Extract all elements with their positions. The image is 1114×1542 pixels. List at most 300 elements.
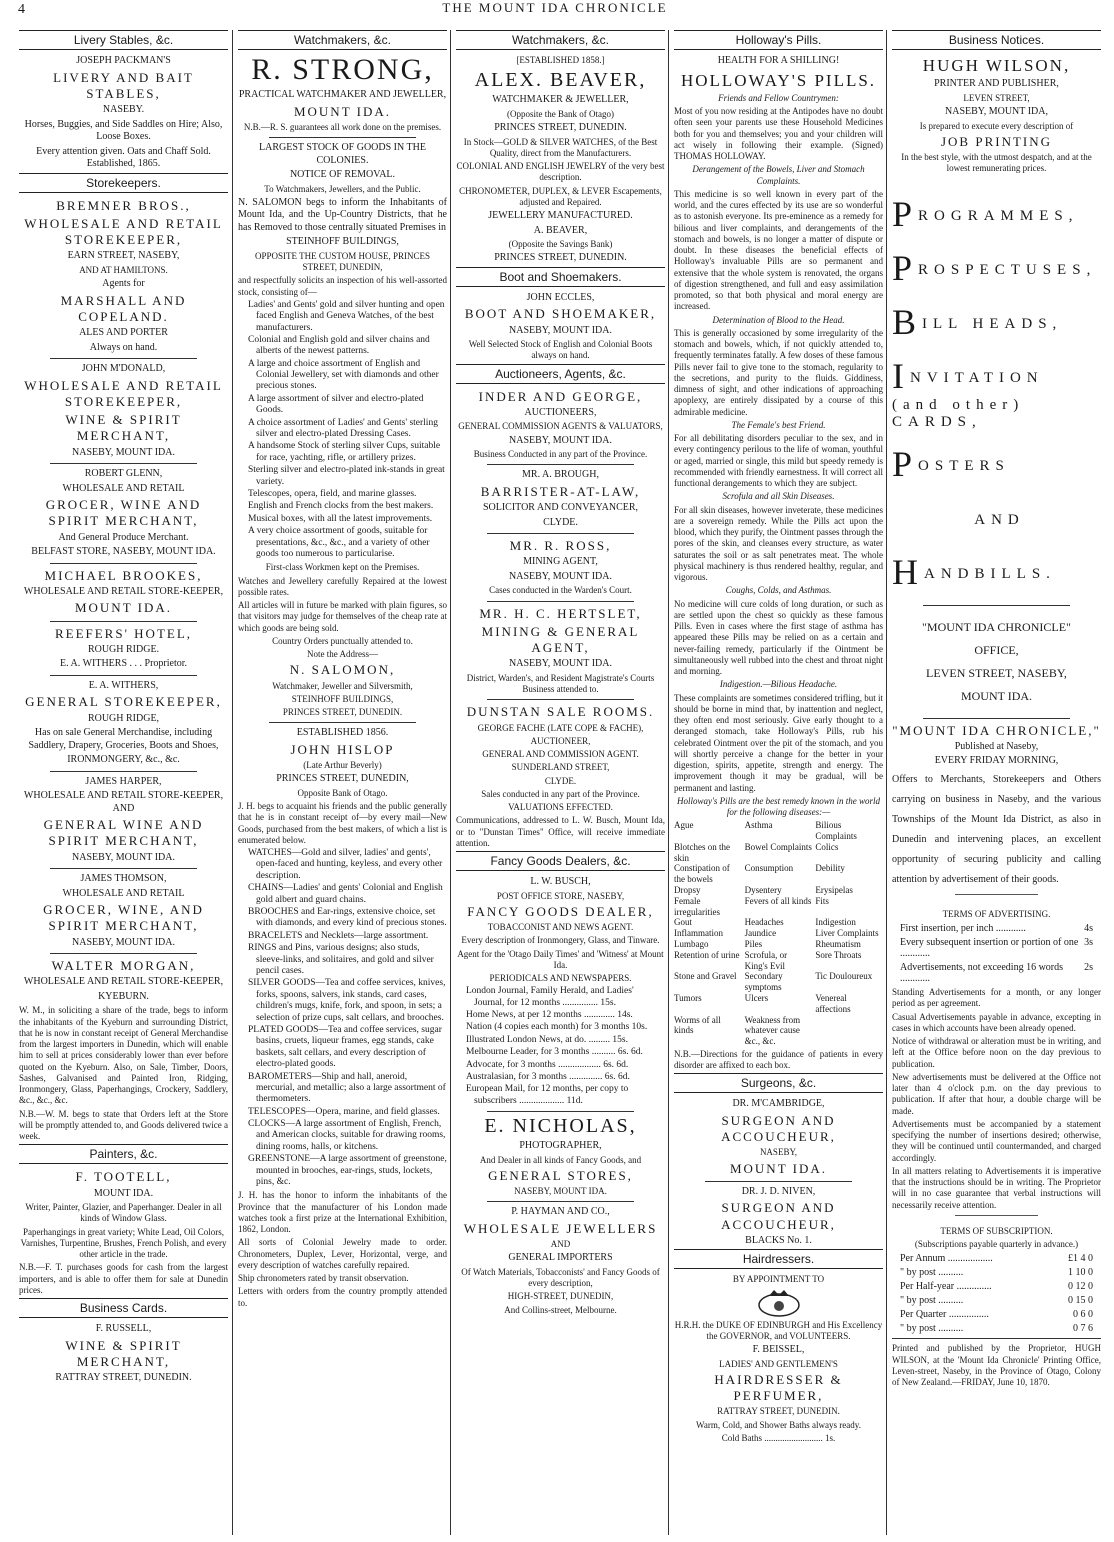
disease-item: Female irregularities (674, 895, 720, 917)
list-item: A large and choice assortment of English and Colonial Jewellery, set with diamonds and other precious stones. (248, 358, 439, 392)
disease-item: Bilious Complaints (815, 820, 857, 842)
advertising-note: Notice of withdrawal or alteration must be in writing, and left at the Office before noon on the day previous to publication. (892, 1036, 1101, 1069)
rate-row (900, 1323, 1093, 1334)
disease-item: Piles (744, 939, 763, 950)
service-line (892, 301, 1101, 343)
ad-line: Well Selected Stock of English and Colonial Boots always on hand. (468, 339, 653, 361)
ad-line: MARSHALL AND COPELAND. (60, 292, 187, 324)
disease-item: Retention of urine (674, 949, 740, 960)
ad-line: AUCTIONEER, (530, 735, 591, 746)
ad-line: NASEBY, MOUNT IDA. (509, 570, 612, 582)
ad-headline: FANCY GOODS DEALER, (467, 903, 654, 919)
divider (50, 868, 196, 869)
newspaper-columns (14, 30, 1104, 1535)
ad-line: OFFICE, (974, 642, 1019, 657)
ad-line: HIGH-STREET, DUNEDIN, (507, 1291, 614, 1302)
rate-row (900, 1281, 1093, 1292)
ad-line: LARGEST STOCK OF GOODS IN THE COLONIES. (259, 142, 426, 166)
ad-line: F. BEISSEL, (752, 1344, 805, 1356)
paragraph-body: For all skin diseases, however inveterate, these medicines are a sovereign remedy. While the Pills act upon the blood, which they purify, the Ointment passes through the pores of the skin, and cleanses every structure, as water saturates the soil or as salt penetrates meat. The whole physical machinery is thus rendered healthy, regular, and vigorous. (674, 504, 883, 582)
rate-value: 0 6 0 (1073, 1309, 1093, 1321)
service-initial: I (892, 355, 904, 396)
section-heading: Business Cards. (19, 1298, 228, 1318)
ad-line: BY APPOINTMENT TO (732, 1274, 825, 1285)
ad-line: PERIODICALS AND NEWSPAPERS. (489, 973, 632, 983)
ad-line: JOSEPH PACKMAN'S (76, 55, 171, 66)
disease-item: Indigestion (815, 917, 856, 928)
ad-line: Cases conducted in the Warden's Court. (489, 585, 632, 596)
divider (269, 137, 415, 138)
ad-line: WHOLESALE AND RETAIL STORE-KEEPER, (23, 585, 224, 597)
ad-line: WHOLESALE AND RETAIL STORE-KEEPER, AND (23, 790, 224, 814)
ad-line: WHOLESALE AND RETAIL STOREKEEPER, (24, 377, 223, 409)
stock-list (238, 300, 447, 561)
ad-line: JAMES HARPER, (85, 775, 162, 787)
ad-headline: MICHAEL BROOKES, (44, 567, 203, 583)
ad-line: NASEBY, (759, 1147, 798, 1158)
disease-item: Tumors (674, 993, 702, 1003)
running-title: THE MOUNT IDA CHRONICLE (442, 0, 668, 15)
service-line (892, 247, 1101, 289)
ad-line: CLYDE. (544, 775, 577, 786)
disease-item: Bowel Complaints (744, 841, 812, 852)
ad-line: Published at Naseby, (954, 740, 1039, 752)
divider (487, 601, 633, 602)
ad-headline: JOHN HISLOP (290, 741, 395, 757)
ad-line: GENERAL AND COMMISSION AGENT. (482, 749, 639, 759)
ad-line: PRINCES STREET, DUNEDIN. (494, 122, 627, 133)
ad-line: NASEBY. (102, 104, 145, 115)
ad-packman (19, 55, 228, 171)
ad-harper (19, 776, 228, 865)
terms-of-subscription: TERMS OF SUBSCRIPTION. (940, 1225, 1053, 1236)
list-item: GREENSTONE—A large assortment of greenstone, mounted in brooches, ear-rings, studs, lockets, pins, &c. (248, 1154, 447, 1188)
ad-line: CLYDE. (543, 516, 578, 528)
ad-office (892, 620, 1101, 704)
ad-line: JOHN ECCLES, (526, 291, 595, 303)
divider (955, 894, 1039, 895)
disease-item: Tic Douloureux (815, 971, 873, 982)
ad-line: NASEBY, MOUNT IDA. (509, 434, 612, 446)
disease-item: Erysipelas (815, 885, 853, 896)
ad-brough (456, 469, 665, 529)
advertising-note: In all matters relating to Advertisements it is imperative that the instructions should be in writing. The Proprietor will in no case guarantee that verbal instructions will necessarily receive attention. (892, 1165, 1101, 1210)
ad-line: MOUNT IDA. (74, 600, 173, 616)
ad-line: AND AT HAMILTONS. (79, 264, 168, 275)
ad-inder (456, 389, 665, 461)
ad-line: NASEBY, MOUNT IDA. (509, 658, 612, 670)
ad-bremner (19, 198, 228, 355)
ad-line: Cold Baths .......................... 1s. (721, 1432, 836, 1443)
list-item: A large assortment of silver and electro-plated Goods. (248, 393, 424, 416)
ad-withers (19, 680, 228, 767)
list-item: London Journal, Family Herald, and Ladies' Journal, for 12 months ............... 15s. (466, 986, 634, 1008)
disease-item: Gout (674, 917, 692, 928)
ad-busch (456, 876, 665, 1107)
ad-salomon (238, 142, 447, 718)
ad-line: NASEBY, MOUNT IDA. (72, 936, 175, 948)
ad-line: E. A. WITHERS, (88, 679, 159, 691)
ad-line: H.R.H. the DUKE OF EDINBURGH and His Excellency the GOVERNOR, and VOLUNTEERS. (674, 1319, 883, 1341)
section-heading: Holloway's Pills. (674, 30, 883, 50)
paragraph-title: Friends and Fellow Countrymen: (718, 92, 839, 103)
ad-line: JOB PRINTING (940, 133, 1053, 149)
ad-line: SUNDERLAND STREET, (511, 762, 610, 773)
list-item: Musical boxes, with all the latest improvements. (248, 513, 433, 524)
ad-line: Sales conducted in any part of the Province. (481, 788, 640, 799)
ad-line: Warm, Cold, and Shower Baths always ready. (696, 1419, 861, 1430)
ad-line: RATTRAY STREET, DUNEDIN. (55, 1372, 192, 1383)
advertising-notes (892, 987, 1101, 1211)
rate-value: 2s (1084, 962, 1093, 973)
ad-dunstan (456, 704, 665, 849)
service-initial: B (892, 301, 917, 342)
ad-line: WHOLESALE AND RETAIL STOREKEEPER, (24, 215, 223, 247)
list-item: Home News, at per 12 months ............. 14s. (466, 1010, 633, 1021)
disease-item: Fits (815, 895, 829, 906)
divider (50, 621, 196, 622)
column-5 (886, 30, 1105, 1535)
ad-line: KYEBURN. (98, 990, 149, 1002)
ad-line: LADIES' AND GENTLEMEN'S (719, 1358, 838, 1369)
service-rest: NVITATION (and other) CARDS, (892, 369, 1044, 430)
rate-value: 1 10 0 (1068, 1267, 1093, 1279)
divider (487, 699, 633, 700)
ad-line: NOTICE OF REMOVAL. (289, 169, 396, 180)
ad-line: To Watchmakers, Jewellers, and the Public. (264, 183, 421, 194)
ad-line: EVERY FRIDAY MORNING, (934, 755, 1059, 767)
rate-label: Per Half-year .............. (900, 1281, 992, 1293)
list-item: A choice assortment of Ladies' and Gents' sterling silver and electro-plated Dressing Cases. (248, 417, 438, 440)
ad-body: Letters with orders from the country promptly attended to. (238, 1286, 447, 1308)
service-line (892, 193, 1101, 235)
disease-item: Ulcers (744, 993, 769, 1003)
ad-line: NASEBY, MOUNT IDA. (72, 851, 175, 863)
ad-ross (456, 538, 665, 597)
ad-line: AUCTIONEERS, (524, 406, 597, 418)
ad-nicholas (456, 1116, 665, 1197)
diseases-list (674, 820, 883, 1047)
paragraph-title: Scrofula and all Skin Diseases. (722, 491, 835, 502)
advertising-note: Advertisements must be accompanied by a statement specifying the number of insertions desired; otherwise, they will be continued until countermanded, and charged accordingly. (892, 1118, 1101, 1163)
ad-headline: LIVERY AND BAIT STABLES, (53, 69, 194, 101)
rate-value: 0 12 0 (1068, 1281, 1093, 1293)
ad-headline: "MOUNT IDA CHRONICLE" (922, 619, 1071, 634)
disease-item: Liver Complaints (815, 928, 879, 939)
list-item: Australasian, for 3 months .............. 6s. 6d. (466, 1071, 630, 1082)
ad-body: J. H. begs to acquaint his friends and the public generally that he is in constant receipt of—by every mail—New Goods, purchased from the best makers, of which a list is enumerated below. (238, 801, 447, 845)
ad-line: STEINHOFF BUILDINGS, (286, 236, 399, 248)
ad-line: Country Orders punctually attended to. (272, 635, 413, 646)
column-4 (668, 30, 887, 1535)
disease-item: Inflammation (674, 928, 723, 939)
rate-row (900, 1309, 1093, 1320)
ad-line: NASEBY, MOUNT IDA. (514, 1186, 607, 1197)
ad-headline: SURGEON AND ACCOUCHEUR, (721, 1200, 836, 1232)
ad-headline: HAIRDRESSER & PERFUMER, (714, 1371, 843, 1404)
ad-line: POST OFFICE STORE, NASEBY, (496, 890, 625, 901)
service-line (892, 443, 1101, 485)
list-item: CHAINS—Ladies' and gents' Colonial and English gold albert and guard chains. (248, 883, 443, 905)
ad-line: MOUNT IDA. (960, 688, 1033, 703)
service-line (892, 497, 1101, 539)
ad-line: District, Warden's, and Resident Magistrate's Courts Business attended to. (466, 672, 655, 694)
ad-headline: BREMNER BROS., (56, 197, 191, 213)
ad-line: JOHN M'DONALD, (81, 363, 166, 374)
ad-line: RATTRAY STREET, DUNEDIN. (717, 1406, 840, 1417)
ad-line: DR. J. D. NIVEN, (741, 1185, 816, 1197)
ad-line: LEVEN STREET, NASEBY, (926, 665, 1067, 680)
service-rest: ROGRAMMES, (918, 207, 1079, 224)
section-heading: Painters, &c. (19, 1144, 228, 1164)
ad-body: Watches and Jewellery carefully Repaired at the lowest possible rates. (238, 575, 447, 597)
divider (269, 722, 415, 723)
divider (955, 1215, 1039, 1216)
ad-line: F. RUSSELL, (95, 1323, 152, 1334)
list-item: European Mail, for 12 months, per copy to subscribers ................... 11d. (466, 1084, 629, 1106)
ad-line: PHOTOGRAPHER, (519, 1140, 602, 1152)
ad-line: OPPOSITE THE CUSTOM HOUSE, PRINCES STREET, DUNEDIN, (255, 250, 430, 272)
ad-body: J. H. has the honor to inform the inhabitants of the Province that the manufacturer of his London made watches took a first prize at the International Exhibition, 1862, London. (238, 1190, 447, 1235)
ad-headline: WINE & SPIRIT MERCHANT, (65, 412, 182, 444)
ad-line: STEINHOFF BUILDINGS, (291, 693, 394, 704)
service-rest: ROSPECTUSES, (918, 261, 1097, 278)
ad-line: WHOLESALE AND RETAIL (62, 482, 185, 494)
disease-item: Constipation of the bowels (674, 863, 730, 885)
service-initial: H (892, 551, 918, 592)
section-heading: Storekeepers. (19, 173, 228, 193)
list-item: Illustrated London News, at do. ......... 15s. (466, 1034, 629, 1045)
disease-item: Dropsy (674, 885, 701, 896)
ad-line: P. HAYMAN AND CO., (511, 1206, 610, 1218)
paragraph-title: Indigestion.—Bilious Headache. (719, 679, 838, 690)
paragraph-body: Most of you now residing at the Antipodes have no doubt often seen your parents use these Household Medicines both for you and themselves; you and your children will act wisely in following their example. (Signed) THOMAS HOLLOWAY. (674, 106, 883, 161)
disease-item: Venereal affections (815, 993, 851, 1014)
ad-body: N.B.—Directions for the guidance of patients in every disorder are affixed to each box. (674, 1048, 883, 1071)
service-initial: P (892, 443, 913, 484)
list-item: A very choice assortment of goods, suitable for presentations, &c., &c., and a variety of other goods too numerous to particularise. (248, 526, 430, 559)
advertising-note: Standing Advertisements for a month, or any longer period as per agreement. (892, 987, 1101, 1009)
ad-headline: E. NICHOLAS, (484, 1115, 637, 1138)
section-heading: Fancy Goods Dealers, &c. (456, 851, 665, 871)
ad-niven (674, 1186, 883, 1248)
ad-headline: GENERAL WINE AND SPIRIT MERCHANT, (43, 817, 204, 849)
list-item: BAROMETERS—Ship and hall, aneroid, mercurial, and metallic; also a large assortment of thermometers. (248, 1071, 446, 1105)
divider (487, 1201, 633, 1202)
rate-row (900, 1253, 1093, 1264)
paragraph-title: Coughs, Colds, and Asthmas. (725, 585, 832, 596)
divider (50, 358, 196, 359)
ad-line: VALUATIONS EFFECTED. (508, 802, 613, 812)
printer-imprint: Printed and published by the Proprietor, HUGH WILSON, at the 'Mount Ida Chronicle' Printing Office, Leven-street, Naseby, in the Province of Otago, Colony of New Zealand.—FRIDAY, June 10, 1870. (892, 1343, 1101, 1387)
divider (892, 1338, 1101, 1339)
ad-line: WHOLESALE AND RETAIL STORE-KEEPER, (23, 976, 224, 988)
advertising-note: New advertisements must be delivered at the Office not later than 4 o'clock p.m. on the day previous to publication. If after that hour, a double charge will be made. (892, 1071, 1101, 1116)
ad-body: N.B.—F. T. purchases goods for cash from the largest importers, and is able to offer them for sale at Dunedin prices. (19, 1262, 228, 1295)
ad-line: GENERAL COMMISSION AGENTS & VALUATORS, (458, 421, 663, 432)
list-item: RINGS and Pins, various designs; also studs, sleeve-links, and solitaires, and gold and silver pencil cases. (248, 943, 434, 976)
rate-label: " by post .......... (900, 1267, 964, 1279)
ad-line: (Opposite the Bank of Otago) (507, 108, 614, 119)
ad-line: A. BEAVER, (533, 224, 588, 236)
newspaper-price-list (456, 986, 665, 1107)
ad-hayman (456, 1206, 665, 1316)
section-heading: Surgeons, &c. (674, 1073, 883, 1093)
list-item: Sterling silver and electro-plated ink-stands in great variety. (248, 465, 445, 487)
ad-line: PRACTICAL WATCHMAKER AND JEWELLER, (238, 89, 447, 100)
ad-line: AND (550, 1239, 571, 1250)
ad-line: NASEBY, MOUNT IDA. (509, 324, 612, 336)
list-item: English and French clocks from the best makers. (248, 501, 434, 512)
ad-reefers (19, 626, 228, 671)
ad-body: Offers to Merchants, Storekeepers and Others carrying on business in Naseby, and the various Townships of the Mount Ida District, as also in Dunedin and intervening places, an excellent opportunity of securing publicity and calling attention by advertisement of their goods. (892, 773, 1101, 885)
page-number: 4 (18, 2, 25, 17)
ad-line: JEWELLERY MANUFACTURED. (488, 210, 633, 221)
ad-hislop (238, 727, 447, 1309)
ad-headline: "MOUNT IDA CHRONICLE," (892, 722, 1101, 738)
rate-row (900, 923, 1093, 934)
divider (487, 464, 633, 465)
divider (50, 771, 196, 772)
service-line (892, 551, 1101, 593)
ad-headline: INDER AND GEORGE, (478, 388, 643, 404)
ad-line: IRONMONGERY, &c., &c. (67, 754, 180, 765)
service-initial: P (892, 247, 913, 288)
list-item: Telescopes, opera, field, and marine glasses. (248, 489, 417, 499)
paragraph-body: This is generally occasioned by some irregularity of the stomach and bowels, which, if not quickly attended to, frequently terminates fatally. A few doses of these famous Pills never fail to give tone to the stomach, regularity to the secretions, and purity to the fluids. Giddiness, dimness of sight, and other indications of approaching apoplexy, are entirely dissipated by a course of this admirable medicine. (674, 327, 883, 417)
ad-beaver (456, 55, 665, 265)
ad-headline: GROCER, WINE, AND SPIRIT MERCHANT, (43, 902, 204, 934)
masthead (0, 0, 1114, 20)
ad-line: (Opposite the Savings Bank) (508, 239, 613, 249)
rate-value: £1 4 0 (1068, 1253, 1093, 1265)
section-heading: Business Notices. (892, 30, 1101, 50)
ad-headline: WINE & SPIRIT MERCHANT, (65, 1337, 182, 1369)
rate-value: 0 15 0 (1068, 1295, 1093, 1307)
divider (923, 605, 1069, 606)
ad-headline: F. TOOTELL, (75, 1169, 172, 1185)
rate-row (900, 1295, 1093, 1306)
ad-headline: HOLLOWAY'S PILLS. (680, 70, 877, 90)
ad-wilson (892, 55, 1101, 175)
ad-line: PRINTER AND PUBLISHER, (934, 78, 1059, 90)
ad-line: CHRONOMETER, DUPLEX, & LEVER Escapements, adjusted and Repaired. (459, 185, 662, 207)
ad-line: GENERAL IMPORTERS (508, 1252, 613, 1264)
ad-line: TOBACCONIST AND NEWS AGENT. (487, 922, 634, 932)
ad-tootell (19, 1169, 228, 1296)
disease-item: Fevers of all kinds (744, 895, 812, 906)
rate-value: 4s (1084, 923, 1093, 934)
service-rest: ILL HEADS, (922, 315, 1063, 332)
disease-item: Stone and Gravel (674, 971, 737, 982)
printing-services (892, 193, 1101, 593)
ad-headline: GENERAL STOREKEEPER, (25, 694, 222, 710)
ad-body: N. SALOMON begs to inform the Inhabitants of Mount Ida, and the Up-Country Districts, that he has Removed to those centrally situated Premises in (238, 196, 447, 233)
ad-line: PRINCES STREET, DUNEDIN. (282, 707, 403, 718)
section-heading: Livery Stables, &c. (19, 30, 228, 50)
rate-label: " by post .......... (900, 1295, 964, 1307)
ad-headline: BARRISTER-AT-LAW, (480, 483, 641, 499)
paragraph-body: No medicine will cure colds of long duration, or such as are settled upon the chest so quickly as these famous Pills. Even in cases where the first stage of asthma has appeared these Pills may be relied on as a certain and never-failing remedy, particularly if the Ointment be simultaneously well rubbed into the chest and throat night and morning. (674, 598, 883, 676)
rate-row (900, 937, 1093, 959)
rate-row (900, 962, 1093, 984)
ad-line: And General Produce Merchant. (58, 531, 189, 543)
list-item: CLOCKS—A large assortment of English, French, and American clocks, suitable for drawing rooms, dining rooms, halls, or kitchens. (248, 1119, 446, 1152)
ad-line: WHOLESALE AND RETAIL (62, 887, 185, 899)
ad-line: HEALTH FOR A SHILLING! (717, 55, 840, 66)
divider (487, 1111, 633, 1112)
ad-hertslet (456, 606, 665, 696)
disease-item: Rheumatism (815, 939, 861, 950)
section-heading: Boot and Shoemakers. (456, 267, 665, 287)
list-item: TELESCOPES—Opera, marine, and field glasses. (248, 1106, 440, 1117)
ad-line: Opposite Bank of Otago. (297, 787, 388, 798)
ad-thomson (19, 873, 228, 949)
ad-line: Writer, Painter, Glazier, and Paperhanger. Dealer in all kinds of Window Glass. (25, 1202, 222, 1224)
ad-headline: GROCER, WINE AND SPIRIT MERCHANT, (45, 497, 202, 529)
rate-label: Advertisements, not exceeding 16 words ............ (900, 962, 1064, 984)
divider (923, 718, 1069, 719)
disease-item: Worms of all kinds (674, 1014, 721, 1036)
ad-line: Agent for the 'Otago Daily Times' and 'Witness' at Mount Ida. (457, 948, 664, 970)
paragraph-body: This medicine is so well known in every part of the world, and the cures effected by its use are so wonderful as to astonish everyone. Its pre-eminence as a remedy for bilious and liver complaints, and derangements of the stomach and bowels, is no longer a matter of dispute or doubt. In these diseases the beneficial effects of Holloway's invaluable Pills are so permanent and extensive that the whole system is renovated, the organs of digestion strengthened, and full and easy assimilation promoted, so that both physical and moral energy are increased. (674, 188, 883, 312)
ad-body: All articles will in future be marked with plain figures, so that visitors may judge for themselves of the cheap rate at which goods are being sold. (238, 600, 447, 633)
divider (50, 463, 196, 464)
divider (50, 675, 196, 676)
ad-line: Agents for (102, 278, 145, 289)
disease-item: Ague (674, 820, 694, 831)
list-item: Colonial and English gold and silver chains and alberts of the newest patterns. (248, 334, 430, 357)
ad-line: BLACKS No. 1. (745, 1234, 812, 1246)
list-item: Melbourne Leader, for 3 months .......... 6s. 6d. (466, 1047, 643, 1058)
ad-line: GENERAL STORES, (488, 1167, 633, 1183)
disease-item: Consumption (744, 863, 794, 874)
ad-line: MINING AGENT, (523, 556, 598, 568)
rate-label: First insertion, per inch ............ (900, 923, 1026, 934)
ad-body: Communications, addressed to L. W. Busch, Mount Ida, or to "Dunstan Times" Office, will receive immediate attention. (456, 815, 665, 848)
ad-line: GEORGE FACHE (LATE COPE & FACHE), (477, 722, 644, 733)
service-line (892, 355, 1101, 431)
ad-line: WATCHMAKER & JEWELLER, (492, 94, 629, 106)
list-item: Ladies' and Gents' gold and silver hunting and open faced English and Geneva Watches, of the best manufacturers. (248, 299, 445, 333)
list-item: A handsome Stock of sterling silver Cups, suitable for race, yachting, rifle, or artillery prizes. (248, 441, 441, 463)
divider (50, 953, 196, 954)
service-initial: P (892, 193, 913, 234)
section-heading: Auctioneers, Agents, &c. (456, 364, 665, 384)
ad-headline: WHOLESALE JEWELLERS (463, 1220, 658, 1236)
list-item: SILVER GOODS—Tea and coffee services, knives, forks, spoons, salvers, ink stands, card cases, children's mugs, knife, fork, and spoon, in sets; a selection of prize cups, salt cellars, and brooches. (248, 978, 446, 1023)
holloway-paragraphs (674, 93, 883, 794)
rate-value: 3s (1084, 937, 1093, 948)
ad-line: BELFAST STORE, NASEBY, MOUNT IDA. (31, 546, 216, 557)
service-rest: AND (974, 511, 1025, 528)
rate-label: Per Quarter ................ (900, 1309, 989, 1321)
ad-line: MR. A. BROUGH, (522, 469, 599, 481)
ad-beissel (674, 1274, 883, 1444)
ad-eccles (456, 292, 665, 362)
ad-body: N.B.—W. M. begs to state that Orders left at the Store will be promptly attended to, and Goods delivered twice a week. (19, 1108, 228, 1141)
ad-line: (Late Arthur Beverly) (303, 760, 382, 771)
ad-headline: R. STRONG, (251, 53, 434, 86)
ad-headline: MR. R. ROSS, (509, 538, 612, 553)
ad-body: W. M., in soliciting a share of the trade, begs to inform the inhabitants of the Kyeburn and surrounding District, that he is now in constant receipt of General Merchandise from the largest importers in Dunedin, which will enable him to sell at prices considerably lower than ever before quoted on the Kyeburn. Also, on Sale, Timber, Doors, Sashes, Galvanised and Painted Iron, Ridging, Ironmongery, Glass, Paperhangings, Crockery, Saddlery, &c., &c., &c. (19, 1005, 228, 1106)
divider (705, 1181, 851, 1182)
divider (487, 533, 633, 534)
ad-line: Note the Address— (307, 649, 378, 660)
ad-line: COLONIAL AND ENGLISH JEWELRY of the very best description. (456, 161, 665, 183)
ad-headline: SURGEON AND ACCOUCHEUR, (721, 1112, 836, 1145)
rate-value: 0 7 6 (1073, 1323, 1093, 1335)
